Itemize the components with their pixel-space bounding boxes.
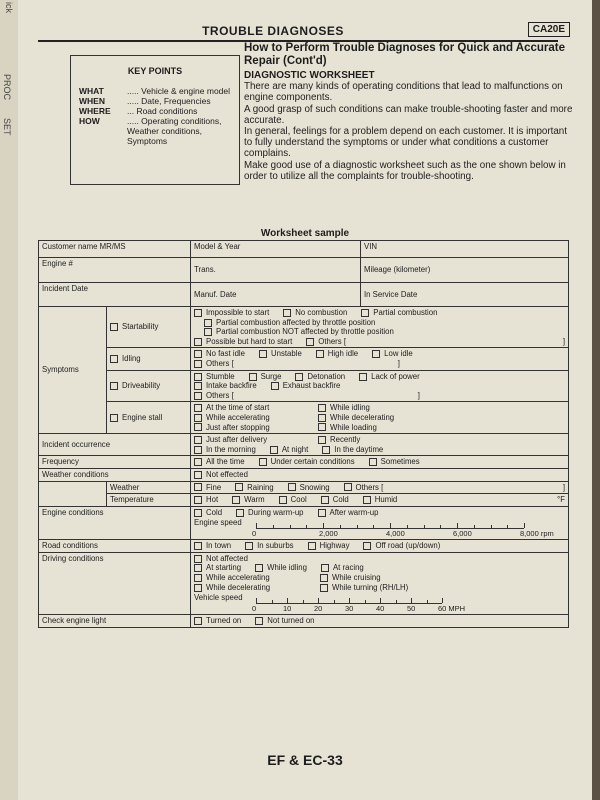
weather-options	[191, 481, 569, 494]
prev-page-text: PROC	[2, 74, 12, 101]
scale-tick	[303, 600, 304, 603]
vehicle-speed-scale[interactable]	[194, 593, 565, 613]
key-points-box	[70, 55, 240, 185]
option[interactable]: Cold	[194, 508, 222, 517]
option[interactable]: Surge	[249, 372, 282, 381]
option[interactable]: No combustion	[283, 308, 347, 317]
option[interactable]: Recently	[318, 435, 360, 444]
option[interactable]: While turning (RH/LH)	[320, 583, 408, 592]
frequency-options	[191, 456, 569, 469]
option[interactable]: All the time	[194, 457, 245, 466]
option[interactable]: While idling	[255, 563, 307, 572]
worksheet-row	[39, 552, 569, 614]
driveability-label	[107, 370, 191, 402]
trans-field[interactable]: Trans.	[191, 258, 361, 283]
key-point-key: WHAT	[79, 86, 104, 96]
key-point-row	[79, 86, 239, 96]
driving-conditions-label: Driving conditions	[39, 552, 191, 614]
scale-tick-label: 20	[314, 604, 323, 614]
key-point-row	[79, 96, 239, 106]
option[interactable]: Cold	[321, 495, 349, 504]
option[interactable]: In town	[194, 541, 231, 550]
worksheet-row	[39, 540, 569, 553]
scale-tick-label: 50	[407, 604, 416, 614]
idling-options	[191, 348, 569, 370]
option[interactable]: Intake backfire	[194, 381, 257, 390]
option[interactable]: At starting	[194, 563, 241, 572]
mileage-field[interactable]: Mileage (kilometer)	[361, 258, 569, 283]
option[interactable]: Warm	[232, 495, 265, 504]
incident-date-field[interactable]: Incident Date	[39, 283, 191, 307]
scale-tick-label: 30	[345, 604, 354, 614]
scale-tick	[365, 600, 366, 603]
engine-code-badge: CA20E	[528, 22, 570, 37]
bracket: ]	[417, 390, 420, 400]
scale-tick-label: 6,000	[453, 529, 472, 539]
scale-tick-label: 8,000 rpm	[520, 529, 554, 539]
weather-spacer	[39, 481, 107, 506]
option[interactable]: At racing	[321, 563, 364, 572]
symptoms-label: Symptoms	[39, 307, 107, 434]
option[interactable]: Fine	[194, 483, 221, 492]
weather-conditions-label: Weather conditions	[39, 468, 191, 481]
key-point-value: ... Road conditions	[127, 106, 198, 116]
in-service-date-field[interactable]: In Service Date	[361, 283, 569, 307]
worksheet-row	[39, 481, 569, 494]
engine-stall-label	[107, 402, 191, 434]
option[interactable]: Turned on	[194, 616, 241, 625]
manual-page	[18, 0, 592, 800]
option[interactable]: Impossible to start	[194, 308, 269, 317]
scale-tick	[306, 525, 307, 528]
row-label: Startability	[122, 322, 159, 332]
page-header	[38, 24, 565, 42]
scale-tick	[424, 525, 425, 528]
option[interactable]: In the morning	[194, 445, 256, 454]
option[interactable]: Cool	[279, 495, 307, 504]
option[interactable]: Raining	[235, 483, 273, 492]
scale-tick	[290, 525, 291, 528]
option[interactable]: No fast idle	[194, 349, 245, 358]
worksheet-row	[39, 615, 569, 628]
option[interactable]: Exhaust backfire	[271, 381, 341, 390]
bracket: ]	[562, 482, 565, 492]
scale-tick	[524, 523, 525, 528]
scale-tick-label: 0	[252, 604, 257, 614]
option[interactable]: Others [	[306, 337, 346, 346]
model-year-field[interactable]: Model & Year	[191, 241, 361, 258]
option[interactable]: Others [	[194, 359, 234, 368]
key-point-row	[79, 106, 239, 116]
worksheet-row	[39, 241, 569, 258]
engine-stall-options	[191, 402, 569, 434]
scale-tick	[256, 523, 257, 528]
key-point-key: WHEN	[79, 96, 105, 106]
option[interactable]: Snowing	[288, 483, 330, 492]
option[interactable]: At night	[270, 445, 308, 454]
option[interactable]: During warm-up	[236, 508, 303, 517]
startability-options	[191, 307, 569, 348]
bracket: ]	[397, 358, 400, 368]
road-conditions-label: Road conditions	[39, 540, 191, 553]
prev-page-text: ick	[4, 2, 14, 13]
scale-tick	[380, 598, 381, 603]
scale-tick	[373, 525, 374, 528]
scale-tick	[340, 525, 341, 528]
incident-occurrence-options	[191, 434, 569, 456]
option[interactable]: At the time of start	[194, 403, 304, 413]
option[interactable]: While decelerating	[194, 583, 306, 593]
scale-tick-label: 40	[376, 604, 385, 614]
temperature-options	[191, 494, 569, 507]
worksheet-row	[39, 348, 569, 370]
scale-tick	[334, 600, 335, 603]
worksheet-row	[39, 494, 569, 507]
intro-paragraph: In general, feelings for a problem depend on each customer. It is important to fully understand the symptoms or under what conditions a customer complains.	[244, 126, 567, 160]
scale-tick	[474, 525, 475, 528]
worksheet-row	[39, 258, 569, 283]
scale-tick-label: 0	[252, 529, 257, 539]
option[interactable]: Not affected	[194, 554, 248, 563]
driveability-options	[191, 370, 569, 402]
scale-tick	[323, 523, 324, 528]
scale-tick	[287, 598, 288, 603]
diagnostic-worksheet	[38, 240, 569, 628]
scale-tick-label: 2,000	[319, 529, 338, 539]
page-header-title: TROUBLE DIAGNOSES	[202, 24, 344, 38]
option[interactable]: Not turned on	[255, 616, 314, 625]
section-subheading: DIAGNOSTIC WORKSHEET	[244, 70, 375, 81]
scale-tick	[318, 598, 319, 603]
intro-paragraph: A good grasp of such conditions can make trouble-shooting faster and more accurate.	[244, 103, 573, 126]
check-engine-light-label: Check engine light	[39, 615, 191, 628]
option[interactable]: Sometimes	[369, 457, 420, 466]
option[interactable]: While accelerating	[194, 573, 306, 583]
key-point-value: ..... Operating conditions, Weather conditions, Symptoms	[127, 116, 222, 146]
customer-name-field[interactable]: Customer name MR/MS	[39, 241, 191, 258]
option[interactable]: Off road (up/down)	[363, 541, 440, 550]
worksheet-row	[39, 402, 569, 434]
scale-tick	[272, 600, 273, 603]
option[interactable]: Partial combustion NOT affected by throttle position	[204, 327, 394, 336]
incident-occurrence-label: Incident occurrence	[39, 434, 191, 456]
engine-conditions-label: Engine conditions	[39, 506, 191, 540]
weather-label: Weather	[107, 481, 191, 494]
scale-tick	[442, 598, 443, 603]
vin-field[interactable]: VIN	[361, 241, 569, 258]
option[interactable]: High idle	[316, 349, 358, 358]
option[interactable]: Possible but hard to start	[194, 337, 292, 346]
startability-label	[107, 307, 191, 348]
option[interactable]: Others [	[344, 483, 384, 492]
checkbox[interactable]	[110, 355, 118, 363]
engine-conditions-options	[191, 506, 569, 540]
engine-speed-label: Engine speed	[194, 518, 242, 528]
option[interactable]: In the daytime	[322, 445, 383, 454]
scale-tick	[457, 523, 458, 528]
option[interactable]: Unstable	[259, 349, 302, 358]
worksheet-row	[39, 370, 569, 402]
key-point-value: ..... Vehicle & engine model	[127, 86, 231, 96]
scale-tick	[357, 525, 358, 528]
checkbox[interactable]	[110, 382, 118, 390]
option[interactable]: Partial combustion	[361, 308, 437, 317]
worksheet-row	[39, 468, 569, 481]
option[interactable]: In suburbs	[245, 541, 293, 550]
intro-paragraph: Make good use of a diagnostic worksheet such as the one shown below in order to utilize all the complaints for trouble-shooting.	[244, 159, 566, 182]
option[interactable]: Highway	[308, 541, 350, 550]
option[interactable]: Humid	[363, 495, 398, 504]
row-label: Idling	[122, 354, 141, 364]
engine-speed-scale[interactable]	[194, 518, 565, 538]
scale-tick	[507, 525, 508, 528]
intro-paragraph: There are many kinds of operating conditions that lead to malfunctions on engine components.	[244, 81, 563, 104]
option[interactable]: Partial combustion affected by throttle position	[204, 318, 375, 327]
scale-tick	[491, 525, 492, 528]
option[interactable]: Just after delivery	[194, 435, 304, 445]
option[interactable]: Detonation	[295, 372, 345, 381]
worksheet-row	[39, 283, 569, 307]
option[interactable]: While loading	[318, 423, 377, 432]
idling-label	[107, 348, 191, 370]
option[interactable]: After warm-up	[318, 508, 379, 517]
worksheet-row	[39, 307, 569, 348]
scale-tick	[427, 600, 428, 603]
key-point-row	[79, 116, 239, 146]
key-point-key: HOW	[79, 116, 100, 126]
scale-tick	[273, 525, 274, 528]
scale-tick	[256, 598, 257, 603]
bracket: ]	[562, 336, 565, 346]
option[interactable]: Low idle	[372, 349, 413, 358]
option[interactable]: Stumble	[194, 372, 235, 381]
prev-page-text: SET	[2, 118, 12, 136]
engine-number-field[interactable]: Engine #	[39, 258, 191, 283]
checkbox[interactable]	[110, 323, 118, 331]
manuf-date-field[interactable]: Manuf. Date	[191, 283, 361, 307]
option[interactable]: While cruising	[320, 573, 381, 582]
row-label: Driveability	[122, 381, 161, 391]
key-point-key: WHERE	[79, 106, 111, 116]
scale-tick-label: 60 MPH	[438, 604, 466, 614]
driving-conditions-options	[191, 552, 569, 614]
scale-tick	[440, 525, 441, 528]
option[interactable]: Under certain conditions	[259, 457, 355, 466]
worksheet-row	[39, 434, 569, 456]
frequency-label: Frequency	[39, 456, 191, 469]
key-point-value: ..... Date, Frequencies	[127, 96, 211, 106]
scale-tick	[407, 525, 408, 528]
scale-tick	[396, 600, 397, 603]
scale-tick-label: 4,000	[386, 529, 405, 539]
option[interactable]: While decelerating	[318, 413, 394, 422]
checkbox[interactable]	[110, 414, 118, 422]
option[interactable]: Just after stopping	[194, 423, 304, 433]
row-label: Engine stall	[122, 412, 163, 422]
worksheet-title: Worksheet sample	[260, 228, 350, 239]
option[interactable]: Others [	[194, 391, 234, 400]
scale-tick	[411, 598, 412, 603]
road-conditions-options	[191, 540, 569, 553]
page-number: EF & EC-33	[267, 752, 343, 768]
section-heading: How to Perform Trouble Diagnoses for Quick and Accurate Repair (Cont'd)	[244, 42, 565, 67]
option[interactable]: Hot	[194, 495, 218, 504]
option[interactable]: Not effected	[194, 470, 248, 479]
worksheet-row	[39, 506, 569, 540]
worksheet-row	[39, 456, 569, 469]
vehicle-speed-label: Vehicle speed	[194, 593, 243, 603]
key-points-title: KEY POINTS	[127, 66, 183, 76]
check-engine-light-options	[191, 615, 569, 628]
scale-tick	[349, 598, 350, 603]
option[interactable]: While accelerating	[194, 413, 304, 423]
scale-tick-label: 10	[283, 604, 292, 614]
intro-section	[244, 42, 574, 182]
temperature-unit: °F	[557, 495, 565, 505]
option[interactable]: While idling	[318, 403, 370, 412]
option[interactable]: Lack of power	[359, 372, 420, 381]
scale-tick	[390, 523, 391, 528]
temperature-label: Temperature	[107, 494, 191, 507]
weather-conditions-options	[191, 468, 569, 481]
